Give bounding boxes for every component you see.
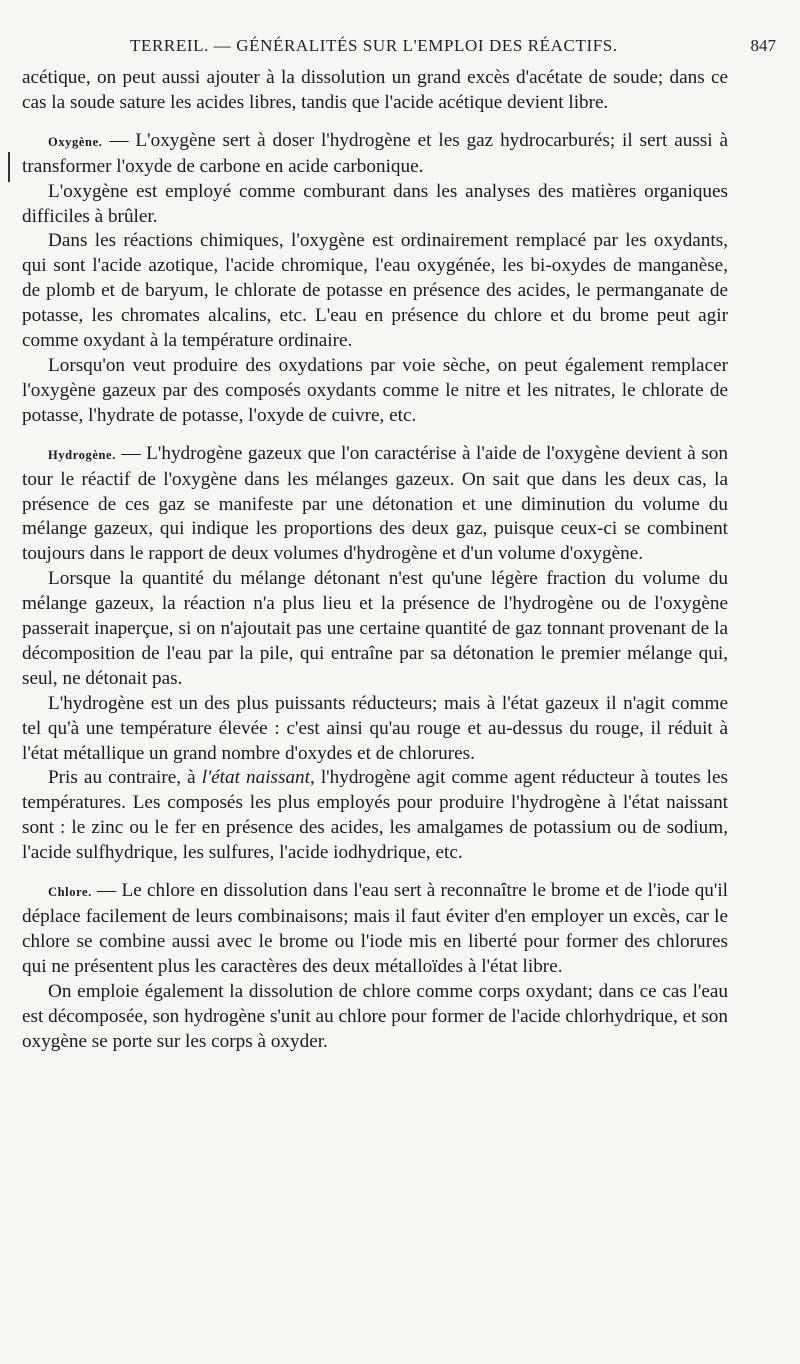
margin-mark	[8, 152, 10, 182]
section-heading: Oxygène.	[48, 134, 103, 149]
section-chlore	[22, 879, 728, 980]
section-text: — Le chlore en dissolution dans l'eau sert à reconnaître le brome et de l'iode qu'il déplace facilement de leurs combinaisons; mais il faut éviter d'en employer un excès, car le chlore se combine aussi avec le brome ou l'iode mis en liberté pour former des chlorures qui ne présentent plus les caractères des deux métalloïdes à l'état libre.	[22, 880, 728, 977]
section-oxygene	[22, 129, 728, 180]
paragraph-text: Pris au contraire, à	[48, 767, 202, 789]
paragraph: L'hydrogène est un des plus puissants réducteurs; mais à l'état gazeux il n'agit comme tel qu'à une température élevée : c'est ainsi qu'au rouge et au-dessus du rouge, il réduit à l'état métallique un grand nombre d'oxydes et de chlorures.	[22, 692, 728, 764]
paragraph	[22, 766, 728, 866]
paragraph: L'oxygène est employé comme comburant dans les analyses des matières organiques difficiles à brûler.	[22, 180, 728, 227]
section-text: — L'oxygène sert à doser l'hydrogène et les gaz hydrocarburés; il sert aussi à transformer l'oxyde de carbone en acide carbonique.	[22, 129, 728, 177]
section-hydrogene	[22, 442, 728, 568]
section-text: — L'hydrogène gazeux que l'on caractérise à l'aide de l'oxygène devient à son tour le réactif de l'oxygène dans les mélanges gazeux. On sait que dans les deux cas, la présence de ces gaz se manifeste par une détonation et une diminution du volume du mélange gazeux, qui indique les proportions des deux gaz, puisque ceux-ci se combinent toujours dans le rapport de deux volumes d'hydrogène et d'un volume d'oxygène.	[22, 442, 728, 565]
page-header	[22, 30, 778, 60]
section-heading: Chlore.	[48, 885, 92, 900]
paragraph-continuation: acétique, on peut aussi ajouter à la dissolution un grand excès d'acétate de soude; dans ce cas la soude sature les acides libres, tandis que l'acide acétique devient libre.	[22, 67, 728, 113]
paragraph: Dans les réactions chimiques, l'oxygène est ordinairement remplacé par les oxydants, qui sont l'acide azotique, l'acide chromique, l'eau oxygénée, les bi-oxydes de manganèse, de plomb et de baryum, le chlorate de potasse en présence des acides, le permanganate de potasse, les chromates alcalins, etc. L'eau en présence du chlore et du brome peut agir comme oxydant à la température ordinaire.	[22, 230, 728, 352]
paragraph: Lorsqu'on veut produire des oxydations par voie sèche, on peut également remplacer l'oxygène gazeux par des composés oxydants comme le nitre et les nitrates, le chlorate de potasse, l'hydrate de potasse, l'oxyde de cuivre, etc.	[22, 354, 728, 426]
section-heading: Hydrogène.	[48, 447, 116, 462]
paragraph-text: , l'hydrogène agit comme agent réducteur à toutes les températures. Les composés les plus employés pour produire l'hydrogène à l'état naissant sont : le zinc ou le fer en présence des acides, les amalgames de potassium ou de sodium, l'acide sulfhydrique, les sulfures, l'acide iodhydrique, etc.	[22, 767, 728, 864]
paragraph: On emploie également la dissolution de chlore comme corps oxydant; dans ce cas l'eau est décomposée, son hydrogène s'unit au chlore pour former de l'acide chlorhydrique, et son oxygène se porte sur les corps à oxyder.	[22, 980, 728, 1052]
page-body	[22, 66, 728, 1054]
paragraph: Lorsque la quantité du mélange détonant n'est qu'une légère fraction du volume du mélange gazeux, la réaction n'a plus lieu et la présence de l'hydrogène ou de l'oxygène passerait inaperçue, si on n'ajoutait pas une certaine quantité de gaz tonnant provenant de la décomposition de l'eau par la pile, qui entraîne par sa détonation le premier mélange qui, seul, ne détonait pas.	[22, 568, 728, 689]
emphasis-text: l'état naissant	[201, 767, 310, 789]
running-title: TERREIL. — GÉNÉRALITÉS SUR L'EMPLOI DES RÉACTIFS.	[130, 36, 618, 55]
page-number: 847	[750, 36, 776, 55]
